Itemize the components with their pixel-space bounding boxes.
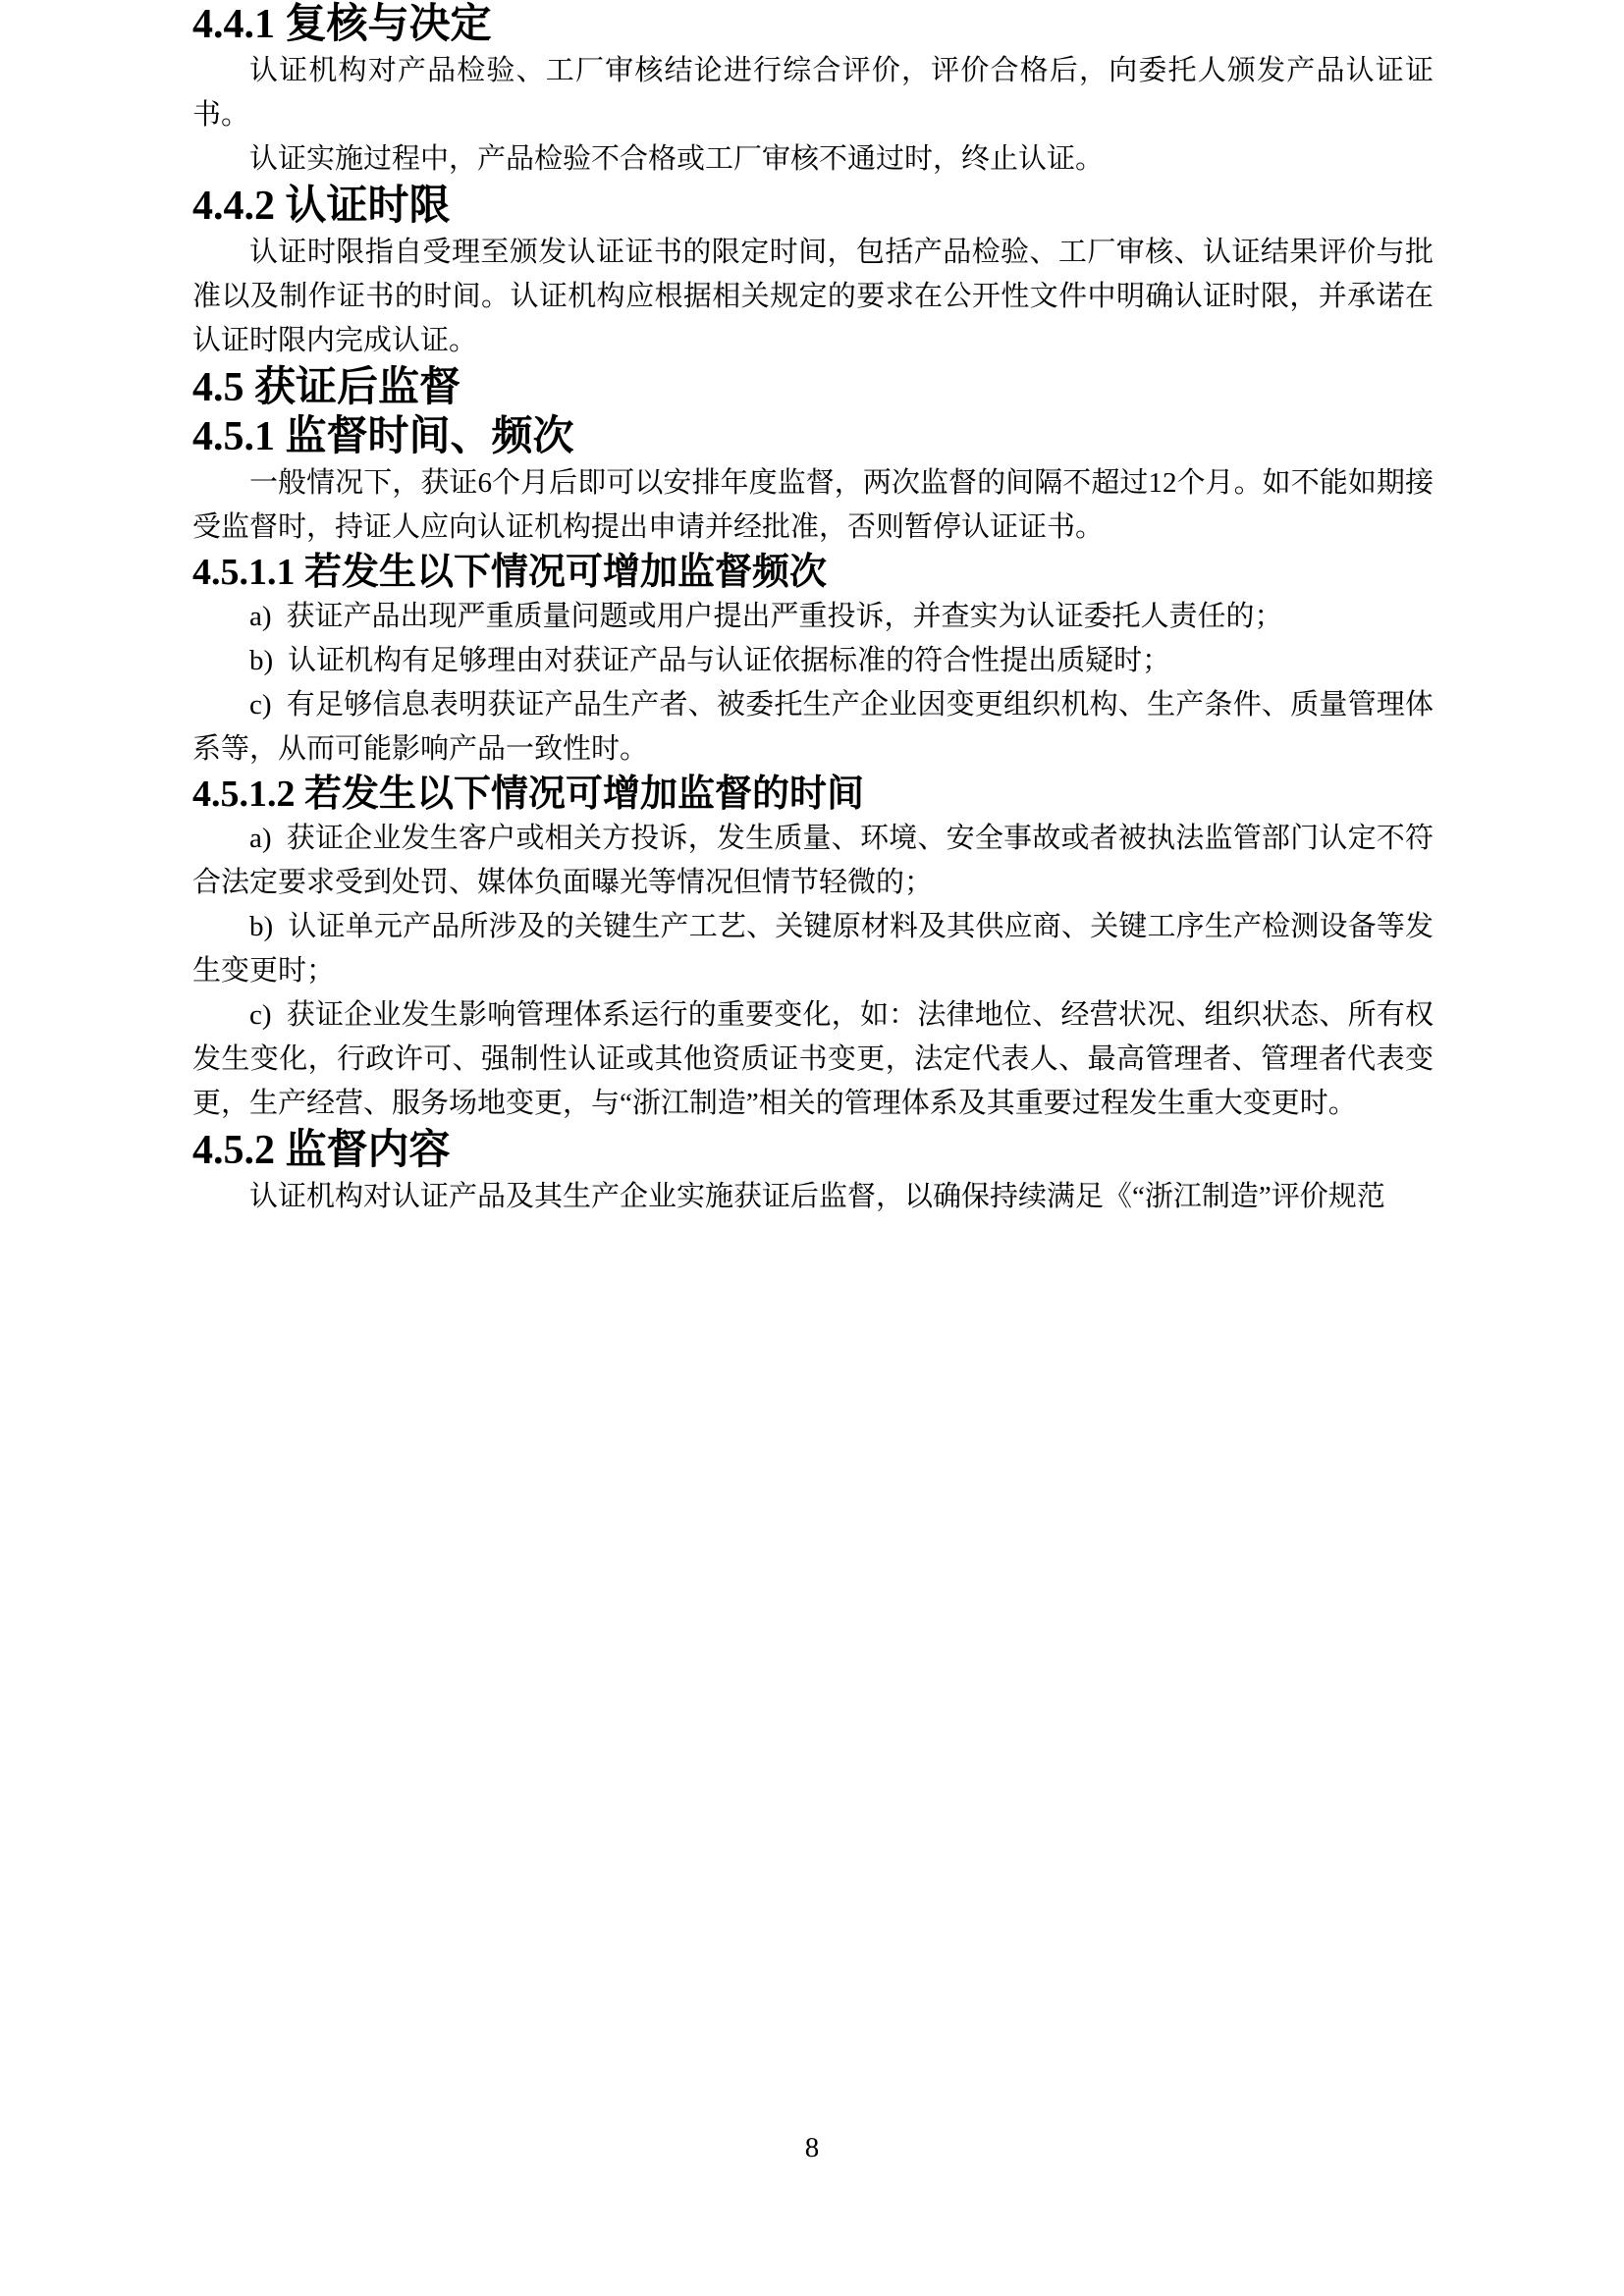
heading-4-5-1-2: 4.5.1.2 若发生以下情况可增加监督的时间 [192, 774, 865, 815]
list-item-text: 获证企业发生客户或相关方投诉，发生质量、环境、安全事故或者被执法监管部门认定不符合法定要求受到处罚、媒体负面曝光等情况但情节轻微的； [192, 823, 1434, 898]
paragraph-4-4-2: 认证时限指自受理至颁发认证证书的限定时间，包括产品检验、工厂审核、认证结果评价与批准以及制作证书的时间。认证机构应根据相关规定的要求在公开性文件中明确认证时限，并承诺在认证时限内完成认证。 [192, 237, 1434, 356]
list-item-text: 认证单元产品所涉及的关键生产工艺、关键原材料及其供应商、关键工序生产检测设备等发生变更时； [192, 911, 1434, 987]
list-marker: b) [249, 911, 274, 942]
heading-4-4-2: 4.4.2 认证时限 [192, 184, 451, 229]
list-item-text: 有足够信息表明获证产品生产者、被委托生产企业因变更组织机构、生产条件、质量管理体系等，从而可能影响产品一致性时。 [192, 689, 1434, 765]
list-marker: a) [249, 823, 272, 854]
list-marker: c) [249, 689, 272, 721]
heading-4-5: 4.5 获证后监督 [192, 365, 461, 410]
heading-4-5-1: 4.5.1 监督时间、频次 [192, 414, 574, 459]
list-item-b [192, 905, 1434, 993]
page-number: 8 [804, 2132, 820, 2163]
list-item-text: 获证企业发生影响管理体系运行的重要变化，如：法律地位、经营状况、组织状态、所有权发生变化，行政许可、强制性认证或其他资质证书变更，法定代表人、最高管理者、管理者代表变更，生产经营、服务场地变更，与“浙江制造”相关的管理体系及其重要过程发生重大变更时。 [192, 999, 1434, 1119]
heading-4-5-1-1: 4.5.1.1 若发生以下情况可增加监督频次 [192, 552, 828, 593]
list-item-a [192, 595, 1434, 639]
list-item-text: 认证机构有足够理由对获证产品与认证依据标准的符合性提出质疑时； [288, 645, 1171, 676]
list-item-c [192, 683, 1434, 772]
heading-4-4-1: 4.4.1 复核与决定 [192, 2, 492, 47]
heading-4-5-2: 4.5.2 监督内容 [192, 1128, 451, 1173]
paragraph-4-4-1-line-2: 认证实施过程中，产品检验不合格或工厂审核不通过时，终止认证。 [249, 143, 1105, 175]
paragraph-4-4-1-line-1: 认证机构对产品检验、工厂审核结论进行综合评价，评价合格后，向委托人颁发产品认证证书。 [192, 55, 1434, 131]
list-marker: c) [249, 999, 272, 1031]
list-item-a [192, 817, 1434, 905]
paragraph-4-5-2: 认证机构对认证产品及其生产企业实施获证后监督，以确保持续满足《“浙江制造”评价规范 [249, 1181, 1385, 1212]
list-marker: a) [249, 601, 272, 632]
paragraph-4-5-1: 一般情况下，获证6个月后即可以安排年度监督，两次监督的间隔不超过12个月。如不能如期接受监督时，持证人应向认证机构提出申请并经批准，否则暂停认证证书。 [192, 467, 1434, 543]
list-item-b [192, 639, 1434, 683]
list-item-text: 获证产品出现严重质量问题或用户提出严重投诉，并查实为认证委托人责任的； [286, 601, 1283, 632]
list-item-c [192, 993, 1434, 1126]
list-marker: b) [249, 645, 274, 676]
